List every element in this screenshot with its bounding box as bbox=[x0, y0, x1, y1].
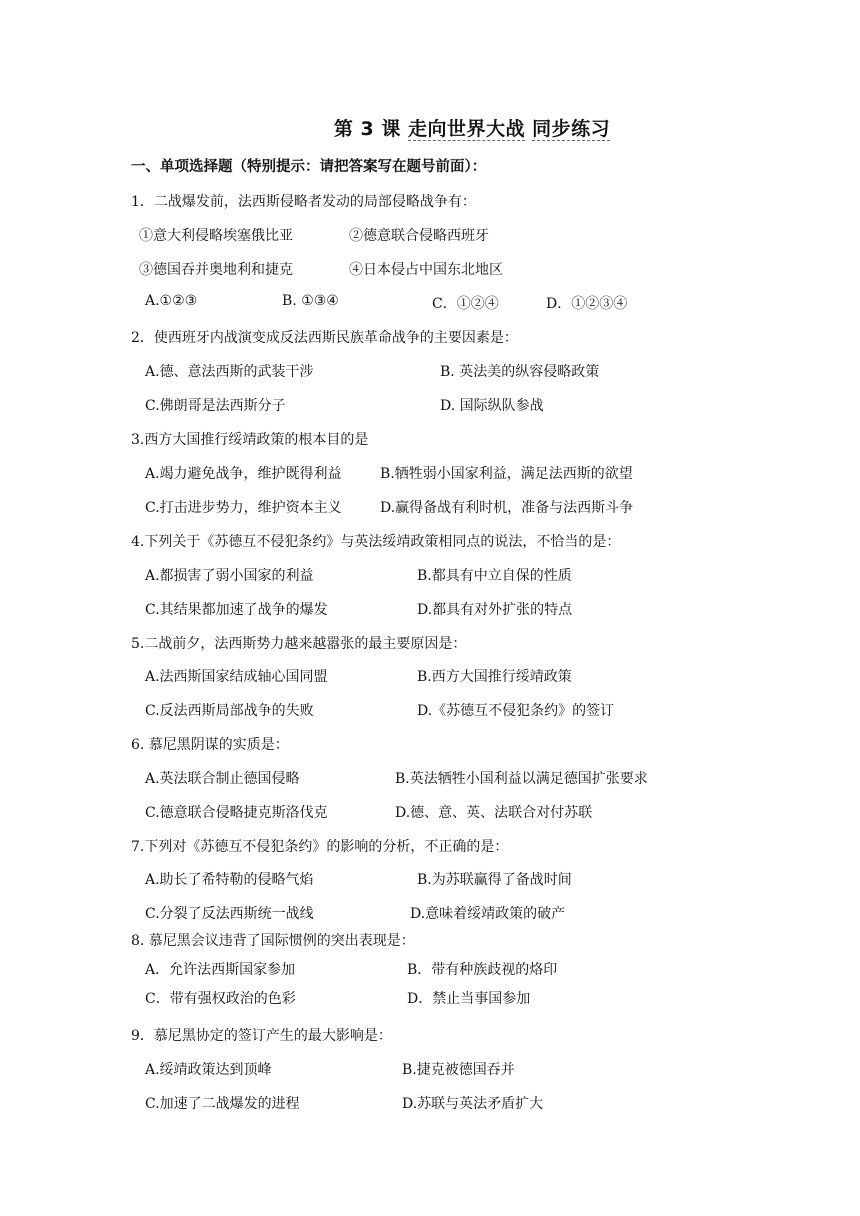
q1-option-d: D．①②③④ bbox=[546, 296, 628, 312]
q8-option-a: A．允许法西斯国家参加 bbox=[145, 962, 296, 978]
question-7-stem: 7.下列对《苏德互不侵犯条约》的影响的分析，不正确的是： bbox=[131, 839, 509, 855]
question-4-stem: 4.下列关于《苏德互不侵犯条约》与英法绥靖政策相同点的说法，不恰当的是： bbox=[131, 534, 621, 550]
question-3-stem: 3.西方大国推行绥靖政策的根本目的是 bbox=[131, 432, 369, 448]
q1-option-a: A.①②③ bbox=[145, 293, 198, 309]
q3-option-d: D.赢得备战有利时机，准备与法西斯斗争 bbox=[380, 500, 634, 516]
q2-option-d: D. 国际纵队参战 bbox=[440, 398, 544, 414]
q3-option-a: A.竭力避免战争，维护既得利益 bbox=[145, 466, 342, 482]
title-underlined: 走向世界大战 bbox=[407, 118, 525, 140]
q7-option-a: A.助长了希特勒的侵略气焰 bbox=[145, 872, 314, 888]
q1-item-1: ①意大利侵略埃塞俄比亚 bbox=[139, 228, 293, 244]
q7-option-c: C.分裂了反法西斯统一战线 bbox=[145, 906, 314, 922]
question-8-stem: 8. 慕尼黑会议违背了国际惯例的突出表现是： bbox=[131, 933, 415, 949]
q4-option-c: C.其结果都加速了战争的爆发 bbox=[145, 602, 328, 618]
q1-item-3: ③德国吞并奥地利和捷克 bbox=[139, 262, 293, 278]
question-9-stem: 9．慕尼黑协定的签订产生的最大影响是： bbox=[131, 1028, 392, 1044]
q5-option-b: B.西方大国推行绥靖政策 bbox=[417, 669, 572, 685]
q2-option-c: C.佛朗哥是法西斯分子 bbox=[145, 398, 286, 414]
question-6-stem: 6. 慕尼黑阴谋的实质是： bbox=[131, 737, 289, 753]
q5-option-c: C.反法西斯局部战争的失败 bbox=[145, 703, 314, 719]
q8-option-b: B．带有种族歧视的烙印 bbox=[407, 962, 558, 978]
q1-option-b: B. ①③④ bbox=[282, 293, 339, 309]
q3-option-b: B.牺牲弱小国家利益，满足法西斯的欲望 bbox=[380, 466, 633, 482]
title-prefix: 第 3 课 bbox=[333, 118, 408, 140]
q4-option-b: B.都具有中立自保的性质 bbox=[417, 568, 572, 584]
q6-option-a: A.英法联合制止德国侵略 bbox=[145, 771, 300, 787]
q8-option-c: C．带有强权政治的色彩 bbox=[145, 991, 296, 1007]
q9-option-c: C.加速了二战爆发的进程 bbox=[145, 1096, 300, 1112]
q6-option-b: B.英法牺牲小国利益以满足德国扩张要求 bbox=[395, 771, 648, 787]
q9-option-b: B.捷克被德国吞并 bbox=[402, 1062, 515, 1078]
q5-option-d: D.《苏德互不侵犯条约》的签订 bbox=[417, 703, 615, 719]
q9-option-a: A.绥靖政策达到顶峰 bbox=[145, 1062, 272, 1078]
q6-option-c: C.德意联合侵略捷克斯洛伐克 bbox=[145, 805, 328, 821]
title-suffix: 同步练习 bbox=[532, 118, 611, 140]
question-2-stem: 2．使西班牙内战演变成反法西斯民族革命战争的主要因素是： bbox=[131, 330, 518, 346]
q2-option-b: B. 英法美的纵容侵略政策 bbox=[440, 364, 600, 380]
q1-item-4: ④日本侵占中国东北地区 bbox=[349, 262, 503, 278]
q1-option-c: C．①②④ bbox=[432, 296, 499, 312]
question-5-stem: 5.二战前夕，法西斯势力越来越嚣张的最主要原因是： bbox=[131, 636, 467, 652]
q4-option-a: A.都损害了弱小国家的利益 bbox=[145, 568, 314, 584]
q4-option-d: D.都具有对外扩张的特点 bbox=[417, 602, 573, 618]
q7-option-b: B.为苏联赢得了备战时间 bbox=[417, 872, 572, 888]
q2-option-a: A.德、意法西斯的武装干涉 bbox=[145, 364, 314, 380]
q3-option-c: C.打击进步势力，维护资本主义 bbox=[145, 500, 342, 516]
q6-option-d: D.德、意、英、法联合对付苏联 bbox=[395, 805, 593, 821]
question-1-stem: 1．二战爆发前，法西斯侵略者发动的局部侵略战争有： bbox=[131, 194, 476, 210]
q7-option-d: D.意味着绥靖政策的破产 bbox=[410, 906, 566, 922]
section-heading: 一、单项选择题（特别提示：请把答案写在题号前面）： bbox=[131, 159, 487, 175]
page-title bbox=[0, 114, 860, 141]
q1-item-2: ②德意联合侵略西班牙 bbox=[349, 228, 489, 244]
q9-option-d: D.苏联与英法矛盾扩大 bbox=[402, 1096, 544, 1112]
q5-option-a: A.法西斯国家结成轴心国同盟 bbox=[145, 669, 328, 685]
q8-option-d: D．禁止当事国参加 bbox=[407, 991, 531, 1007]
